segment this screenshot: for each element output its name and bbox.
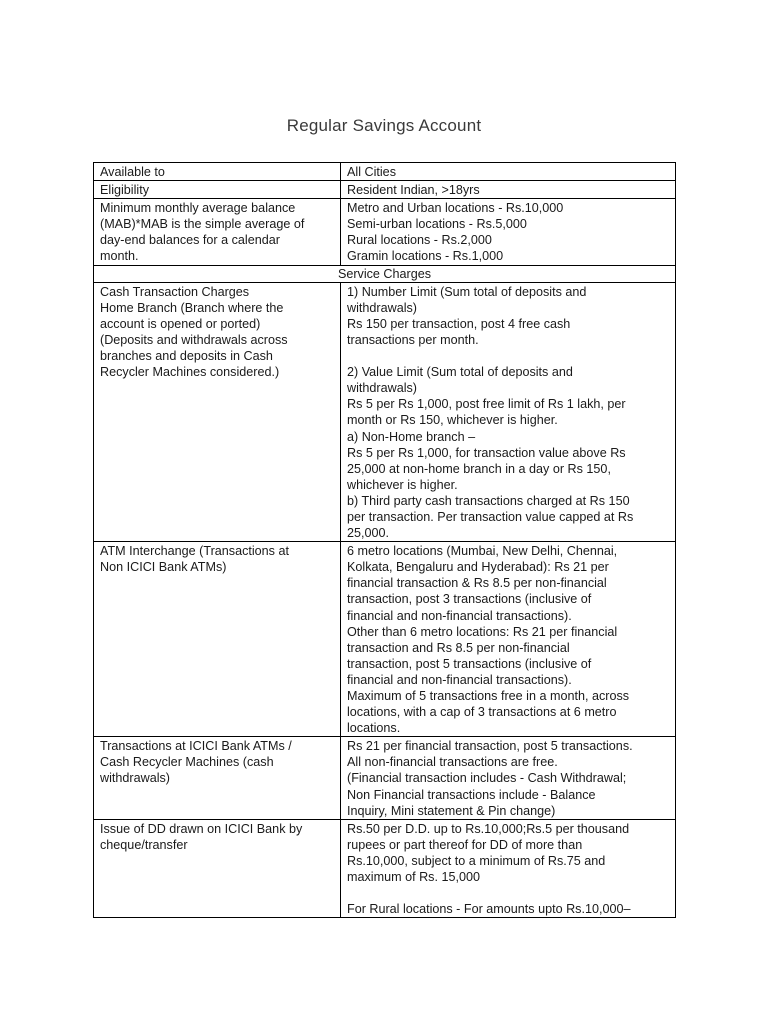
row-value-cell [341, 282, 676, 542]
cell-text-line: month or Rs 150, whichever is higher. [347, 413, 558, 428]
cell-text-line: whichever is higher. [347, 477, 458, 492]
row-value-cell [341, 181, 676, 199]
cell-text-line: Kolkata, Bengaluru and Hyderabad): Rs 21 per [347, 560, 609, 575]
cell-text-line: Rs 5 per Rs 1,000, for transaction value above Rs [347, 445, 626, 460]
cell-text-line: 1) Number Limit (Sum total of deposits and [347, 284, 587, 299]
cell-text-line: withdrawals) [347, 300, 417, 315]
cell-text-line: per transaction. Per transaction value capped at Rs [347, 509, 634, 524]
cell-text-line: Rs 5 per Rs 1,000, post free limit of Rs 1 lakh, per [347, 397, 626, 412]
cell-text-line: financial and non-financial transactions). [347, 608, 572, 623]
table-row [94, 282, 676, 542]
cell-text-line: b) Third party cash transactions charged at Rs 150 [347, 493, 630, 508]
cell-text-line: 25,000. [347, 526, 390, 541]
cell-text-line: account is opened or ported) [100, 316, 261, 331]
table-row [94, 819, 676, 918]
cell-text-line: transaction, post 5 transactions (inclusive of [347, 656, 592, 671]
cell-text-line: ATM Interchange (Transactions at [100, 544, 289, 559]
table-row [94, 199, 676, 265]
cell-text-line: Eligibility [100, 183, 149, 198]
cell-text-line: Semi-urban locations - Rs.5,000 [347, 217, 527, 232]
row-label-cell [94, 542, 341, 737]
cell-text-line: locations, with a cap of 3 transactions at 6 metro [347, 705, 617, 720]
row-value-cell [341, 199, 676, 265]
cell-text-line: For Rural locations - For amounts upto Rs.10,000– [347, 902, 631, 917]
cell-text-line: financial transaction & Rs 8.5 per non-financial [347, 576, 607, 591]
cell-text-line: 6 metro locations (Mumbai, New Delhi, Chennai, [347, 544, 618, 559]
cell-text-line: Non Financial transactions include - Balance [347, 787, 596, 802]
table-row [94, 737, 676, 819]
row-label-cell [94, 737, 341, 819]
cell-text-line: Gramin locations - Rs.1,000 [347, 249, 504, 264]
cell-text-line: transaction and Rs 8.5 per non-financial [347, 640, 570, 655]
cell-text-line: Rs.50 per D.D. up to Rs.10,000;Rs.5 per thousand [347, 821, 630, 836]
row-label-cell [94, 819, 341, 918]
table-row [94, 542, 676, 737]
cell-text-line: Rs.10,000, subject to a minimum of Rs.75 and [347, 853, 606, 868]
cell-text-line [347, 348, 671, 364]
cell-text-line: maximum of Rs. 15,000 [347, 870, 480, 885]
cell-text-line [347, 885, 671, 901]
section-header: Service Charges [94, 265, 676, 282]
cell-text-line: cheque/transfer [100, 837, 188, 852]
cell-text-line: All Cities [347, 165, 396, 179]
cell-text-line: Rs 21 per financial transaction, post 5 transactions. [347, 739, 633, 754]
row-label-cell [94, 199, 341, 265]
cell-text-line: Minimum monthly average balance [100, 201, 296, 216]
row-label-cell [94, 163, 341, 181]
cell-text-line: locations. [347, 721, 401, 736]
cell-text-line: a) Non-Home branch – [347, 429, 476, 444]
cell-text-line: transaction, post 3 transactions (inclusive of [347, 592, 592, 607]
cell-text-line: financial and non-financial transactions). [347, 672, 572, 687]
cell-text-line: Issue of DD drawn on ICICI Bank by [100, 821, 303, 836]
cell-text-line: rupees or part thereof for DD of more than [347, 837, 583, 852]
row-value-cell [341, 737, 676, 819]
cell-text-line: (Financial transaction includes - Cash Withdrawal; [347, 771, 627, 786]
cell-text-line: Metro and Urban locations - Rs.10,000 [347, 201, 564, 216]
row-label-cell [94, 181, 341, 199]
cell-text-line: Inquiry, Mini statement & Pin change) [347, 803, 556, 818]
cell-text-line: Resident Indian, >18yrs [347, 183, 480, 198]
cell-text-line: 2) Value Limit (Sum total of deposits and [347, 365, 573, 380]
cell-text-line: Maximum of 5 transactions free in a month, across [347, 689, 630, 703]
cell-text-line: Cash Transaction Charges [100, 284, 250, 299]
cell-text-line: (MAB)*MAB is the simple average of [100, 217, 305, 232]
cell-text-line: withdrawals) [100, 771, 170, 786]
cell-text-line: Non ICICI Bank ATMs) [100, 560, 227, 575]
document-title: Regular Savings Account [286, 116, 482, 135]
cell-text-line: Home Branch (Branch where the [100, 300, 284, 315]
cell-text-line: Rural locations - Rs.2,000 [347, 233, 492, 248]
row-value-cell [341, 819, 676, 918]
table-row [94, 181, 676, 199]
row-label-cell [94, 282, 341, 542]
cell-text-line: Rs 150 per transaction, post 4 free cash [347, 316, 571, 331]
cell-text-line: Cash Recycler Machines (cash [100, 755, 274, 770]
savings-account-table [93, 162, 676, 918]
cell-text-line: Recycler Machines considered.) [100, 365, 280, 380]
cell-text-line: month. [100, 249, 139, 264]
cell-text-line: Transactions at ICICI Bank ATMs / [100, 739, 292, 754]
cell-text-line: All non-financial transactions are free. [347, 755, 558, 770]
row-value-cell [341, 542, 676, 737]
cell-text-line: transactions per month. [347, 332, 479, 347]
row-value-cell [341, 163, 676, 181]
table-row [94, 163, 676, 181]
cell-text-line: 25,000 at non-home branch in a day or Rs 150, [347, 461, 611, 476]
cell-text-line: Other than 6 metro locations: Rs 21 per financial [347, 624, 618, 639]
section-header-row [94, 265, 676, 282]
cell-text-line: (Deposits and withdrawals across [100, 332, 288, 347]
cell-text-line: branches and deposits in Cash [100, 349, 273, 364]
cell-text-line: withdrawals) [347, 381, 417, 396]
cell-text-line: day-end balances for a calendar [100, 233, 280, 248]
cell-text-line: Available to [100, 165, 165, 179]
